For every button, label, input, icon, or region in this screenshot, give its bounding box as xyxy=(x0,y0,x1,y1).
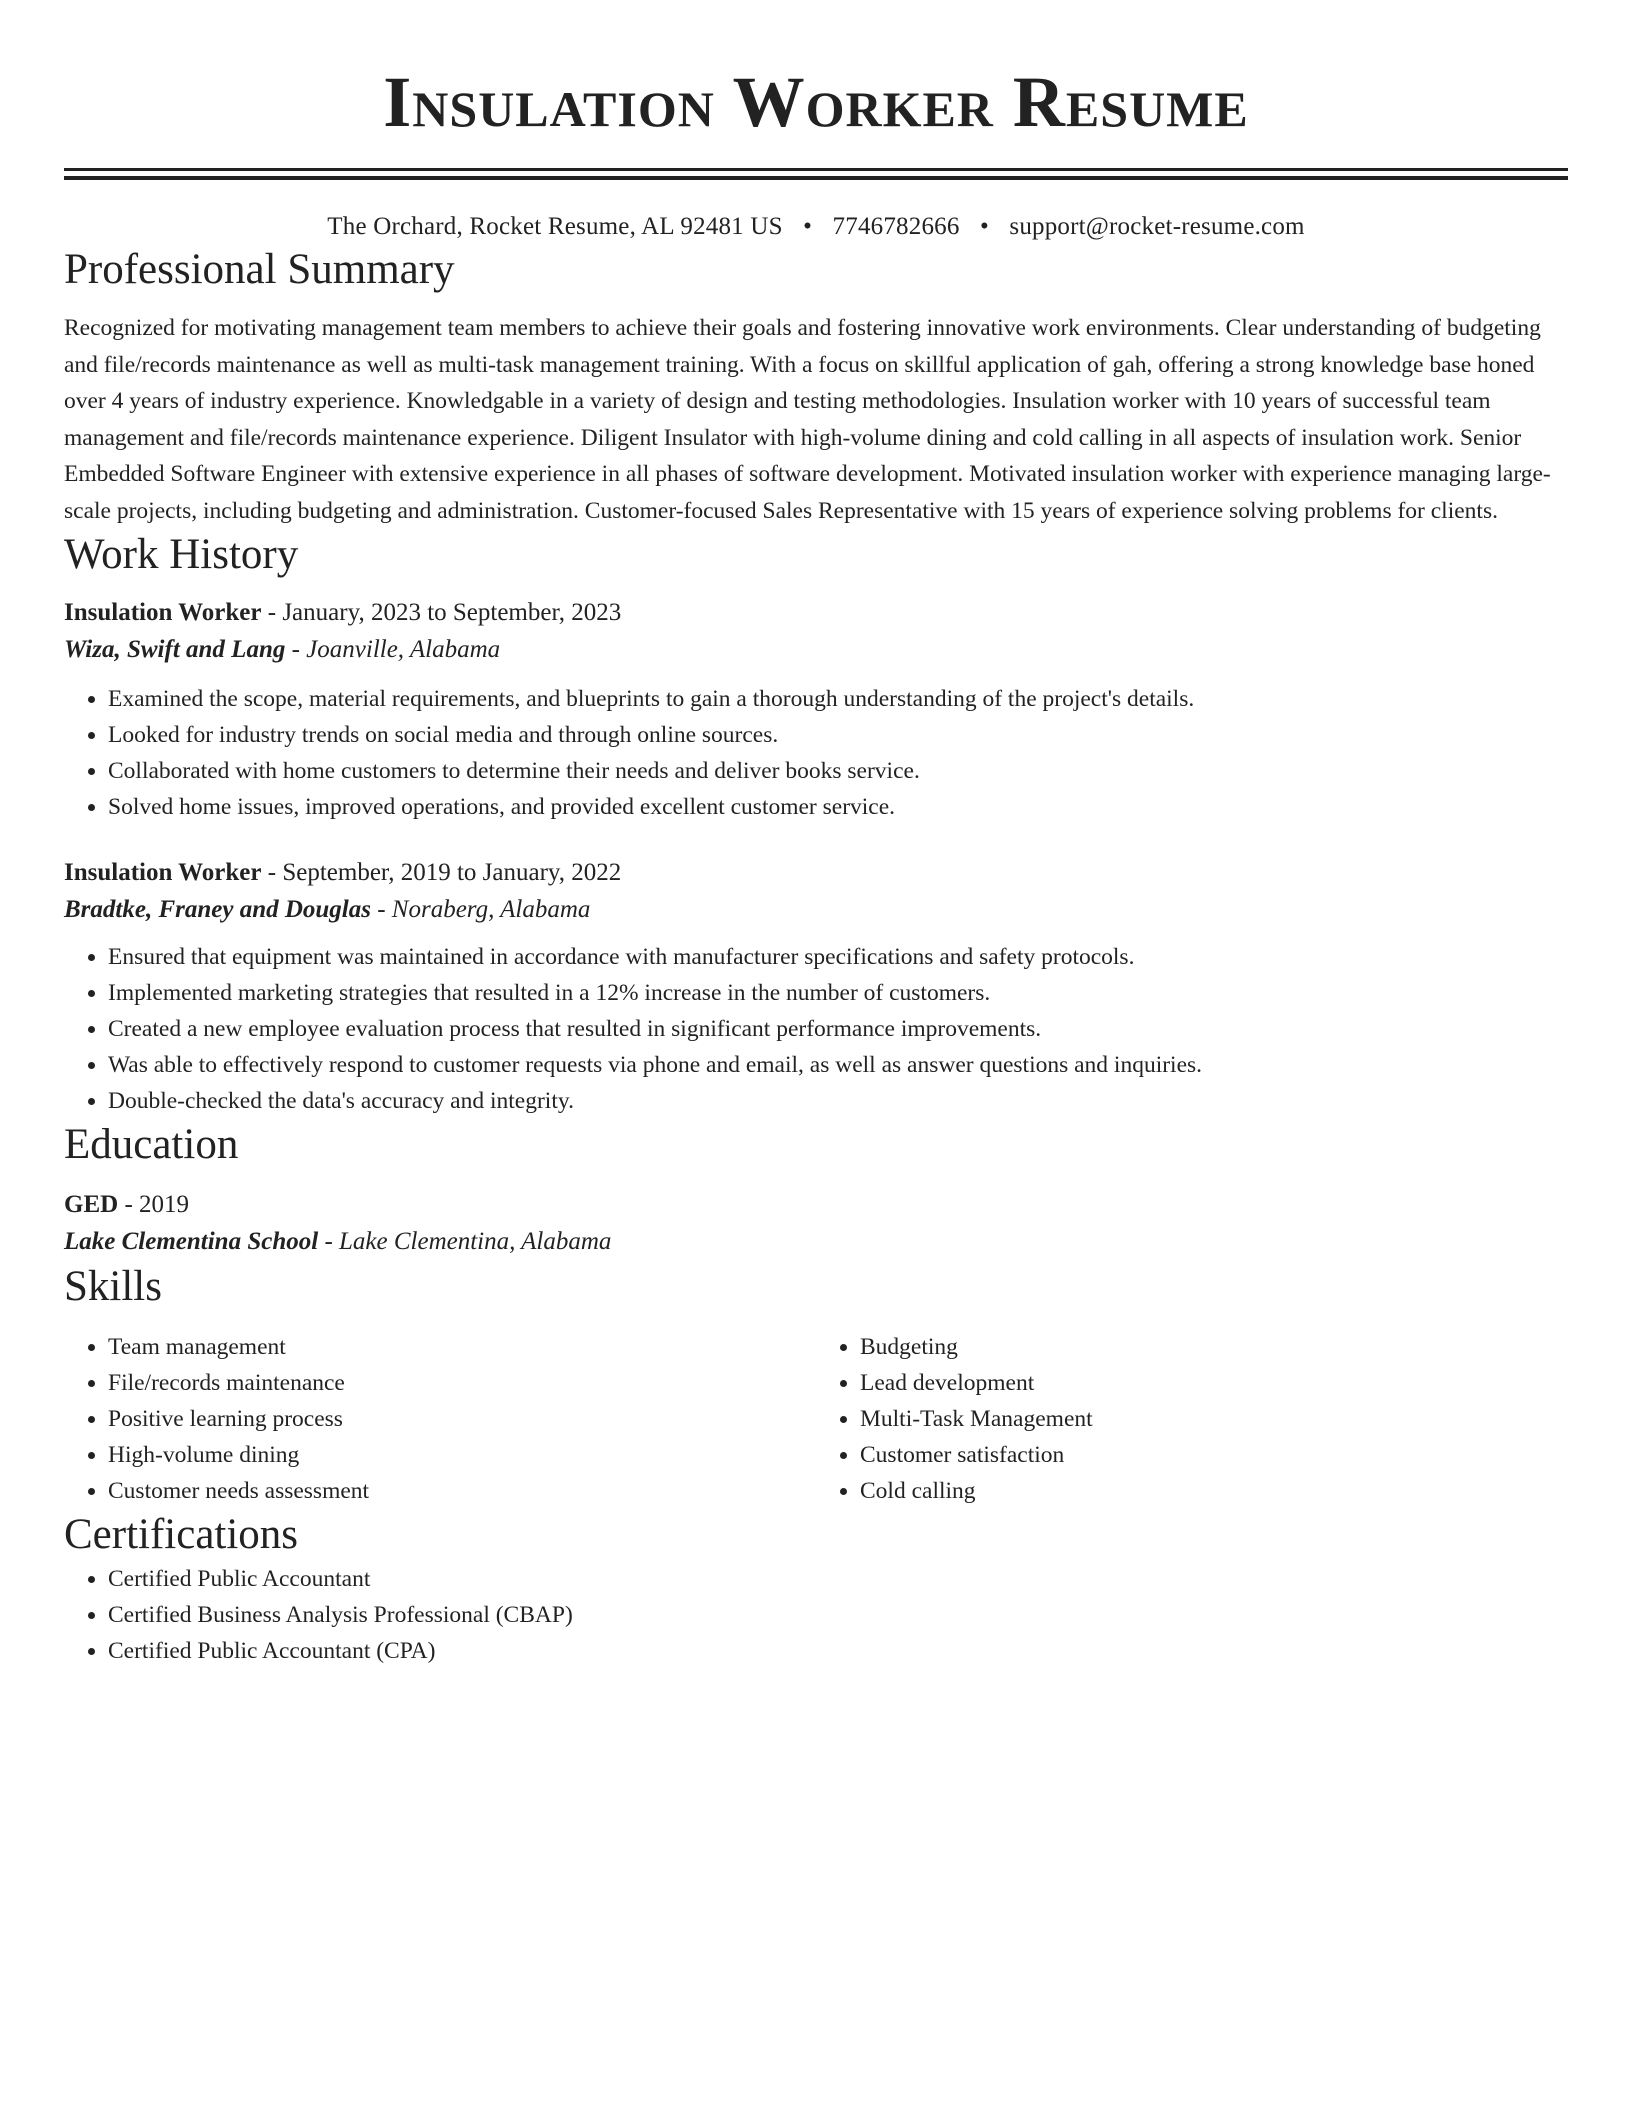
skill-item: • High-volume dining xyxy=(108,1437,816,1473)
company-location: - Noraberg, Alabama xyxy=(370,896,591,923)
job-title-line xyxy=(64,595,1568,631)
skills-column-left xyxy=(64,1329,816,1509)
job-bullets xyxy=(64,939,1568,1119)
skill-item: • Cold calling xyxy=(860,1473,1568,1509)
company-location: - Joanville, Alabama xyxy=(285,636,501,663)
job-bullet: • Looked for industry trends on social media and through online sources. xyxy=(108,717,1568,753)
resume-title: Insulation Worker Resume xyxy=(383,62,1249,142)
certifications-list xyxy=(64,1561,1568,1669)
job-bullet: • Double-checked the data's accuracy and integrity. xyxy=(108,1083,1568,1119)
skill-item: • Multi-Task Management xyxy=(860,1401,1568,1437)
school-location: - Lake Clementina, Alabama xyxy=(318,1228,612,1255)
certification-item: • Certified Public Accountant xyxy=(108,1561,1568,1597)
company-name: Bradtke, Franey and Douglas xyxy=(64,896,371,923)
summary-heading: Professional Summary xyxy=(64,246,455,293)
skill-item: • File/records maintenance xyxy=(108,1365,816,1401)
company-line xyxy=(64,891,1568,929)
job-title: Insulation Worker xyxy=(64,859,262,886)
skills-grid xyxy=(64,1329,1568,1509)
degree-name: GED xyxy=(64,1191,119,1218)
contact-line xyxy=(64,210,1568,244)
summary-text: Recognized for motivating management team members to achieve their goals and fostering innovative work environments. Clear understanding of budgeting and file/records maintenance as well as multi-task management training. With a focus on skillful application of gah, offering a strong knowledge base honed over 4 years of industry experience. Knowledgable in a variety of design and testing methodologies. Insulation worker with 10 years of successful team management and file/records maintenance experience. Diligent Insulator with high-volume dining and cold calling in all aspects of insulation work. Senior Embedded Software Engineer with extensive experience in all phases of software development. Motivated insulation worker with experience managing large-scale projects, including budgeting and administration. Customer-focused Sales Representative with 15 years of experience solving problems for clients. xyxy=(64,315,1551,524)
education-heading: Education xyxy=(64,1121,239,1168)
skill-item: • Budgeting xyxy=(860,1329,1568,1365)
school-name: Lake Clementina School xyxy=(64,1228,319,1255)
work-history-heading: Work History xyxy=(64,531,299,578)
job-title: Insulation Worker xyxy=(64,599,262,626)
company-name: Wiza, Swift and Lang xyxy=(64,636,286,663)
skills-heading: Skills xyxy=(64,1263,162,1310)
title-divider xyxy=(64,168,1568,180)
contact-phone: 7746782666 xyxy=(832,213,960,240)
skill-item: • Customer needs assessment xyxy=(108,1473,816,1509)
skill-item: • Customer satisfaction xyxy=(860,1437,1568,1473)
job-bullet: • Created a new employee evaluation process that resulted in significant performance improvements. xyxy=(108,1011,1568,1047)
certification-item: • Certified Business Analysis Professional (CBAP) xyxy=(108,1597,1568,1633)
job-bullet: • Ensured that equipment was maintained in accordance with manufacturer specifications and safety protocols. xyxy=(108,939,1568,975)
certification-item: • Certified Public Accountant (CPA) xyxy=(108,1633,1568,1669)
skill-item: • Lead development xyxy=(860,1365,1568,1401)
job-title-line xyxy=(64,855,1568,891)
contact-address: The Orchard, Rocket Resume, AL 92481 US xyxy=(327,213,783,240)
job-dates: - September, 2019 to January, 2022 xyxy=(261,859,622,886)
skill-item: • Team management xyxy=(108,1329,816,1365)
job-entry xyxy=(64,855,1568,1119)
education-entry xyxy=(64,1187,1568,1261)
job-bullets xyxy=(64,681,1568,825)
skills-column-right xyxy=(816,1329,1568,1509)
skill-item: • Positive learning process xyxy=(108,1401,816,1437)
contact-separator: • xyxy=(803,213,813,240)
job-bullet: • Implemented marketing strategies that resulted in a 12% increase in the number of customers. xyxy=(108,975,1568,1011)
job-bullet: • Solved home issues, improved operations, and provided excellent customer service. xyxy=(108,789,1568,825)
contact-email: support@rocket-resume.com xyxy=(1009,213,1305,240)
school-line xyxy=(64,1223,1568,1261)
job-bullet: • Was able to effectively respond to customer requests via phone and email, as well as answer questions and inquiries. xyxy=(108,1047,1568,1083)
degree-year: - 2019 xyxy=(118,1191,190,1218)
company-line xyxy=(64,631,1568,669)
contact-separator: • xyxy=(980,213,989,240)
job-bullet: • Collaborated with home customers to determine their needs and deliver books service. xyxy=(108,753,1568,789)
job-bullet: • Examined the scope, material requirements, and blueprints to gain a thorough understanding of the project's details. xyxy=(108,681,1568,717)
job-dates: - January, 2023 to September, 2023 xyxy=(261,599,622,626)
certifications-heading: Certifications xyxy=(64,1511,299,1558)
degree-line xyxy=(64,1187,1568,1223)
job-entry xyxy=(64,595,1568,825)
